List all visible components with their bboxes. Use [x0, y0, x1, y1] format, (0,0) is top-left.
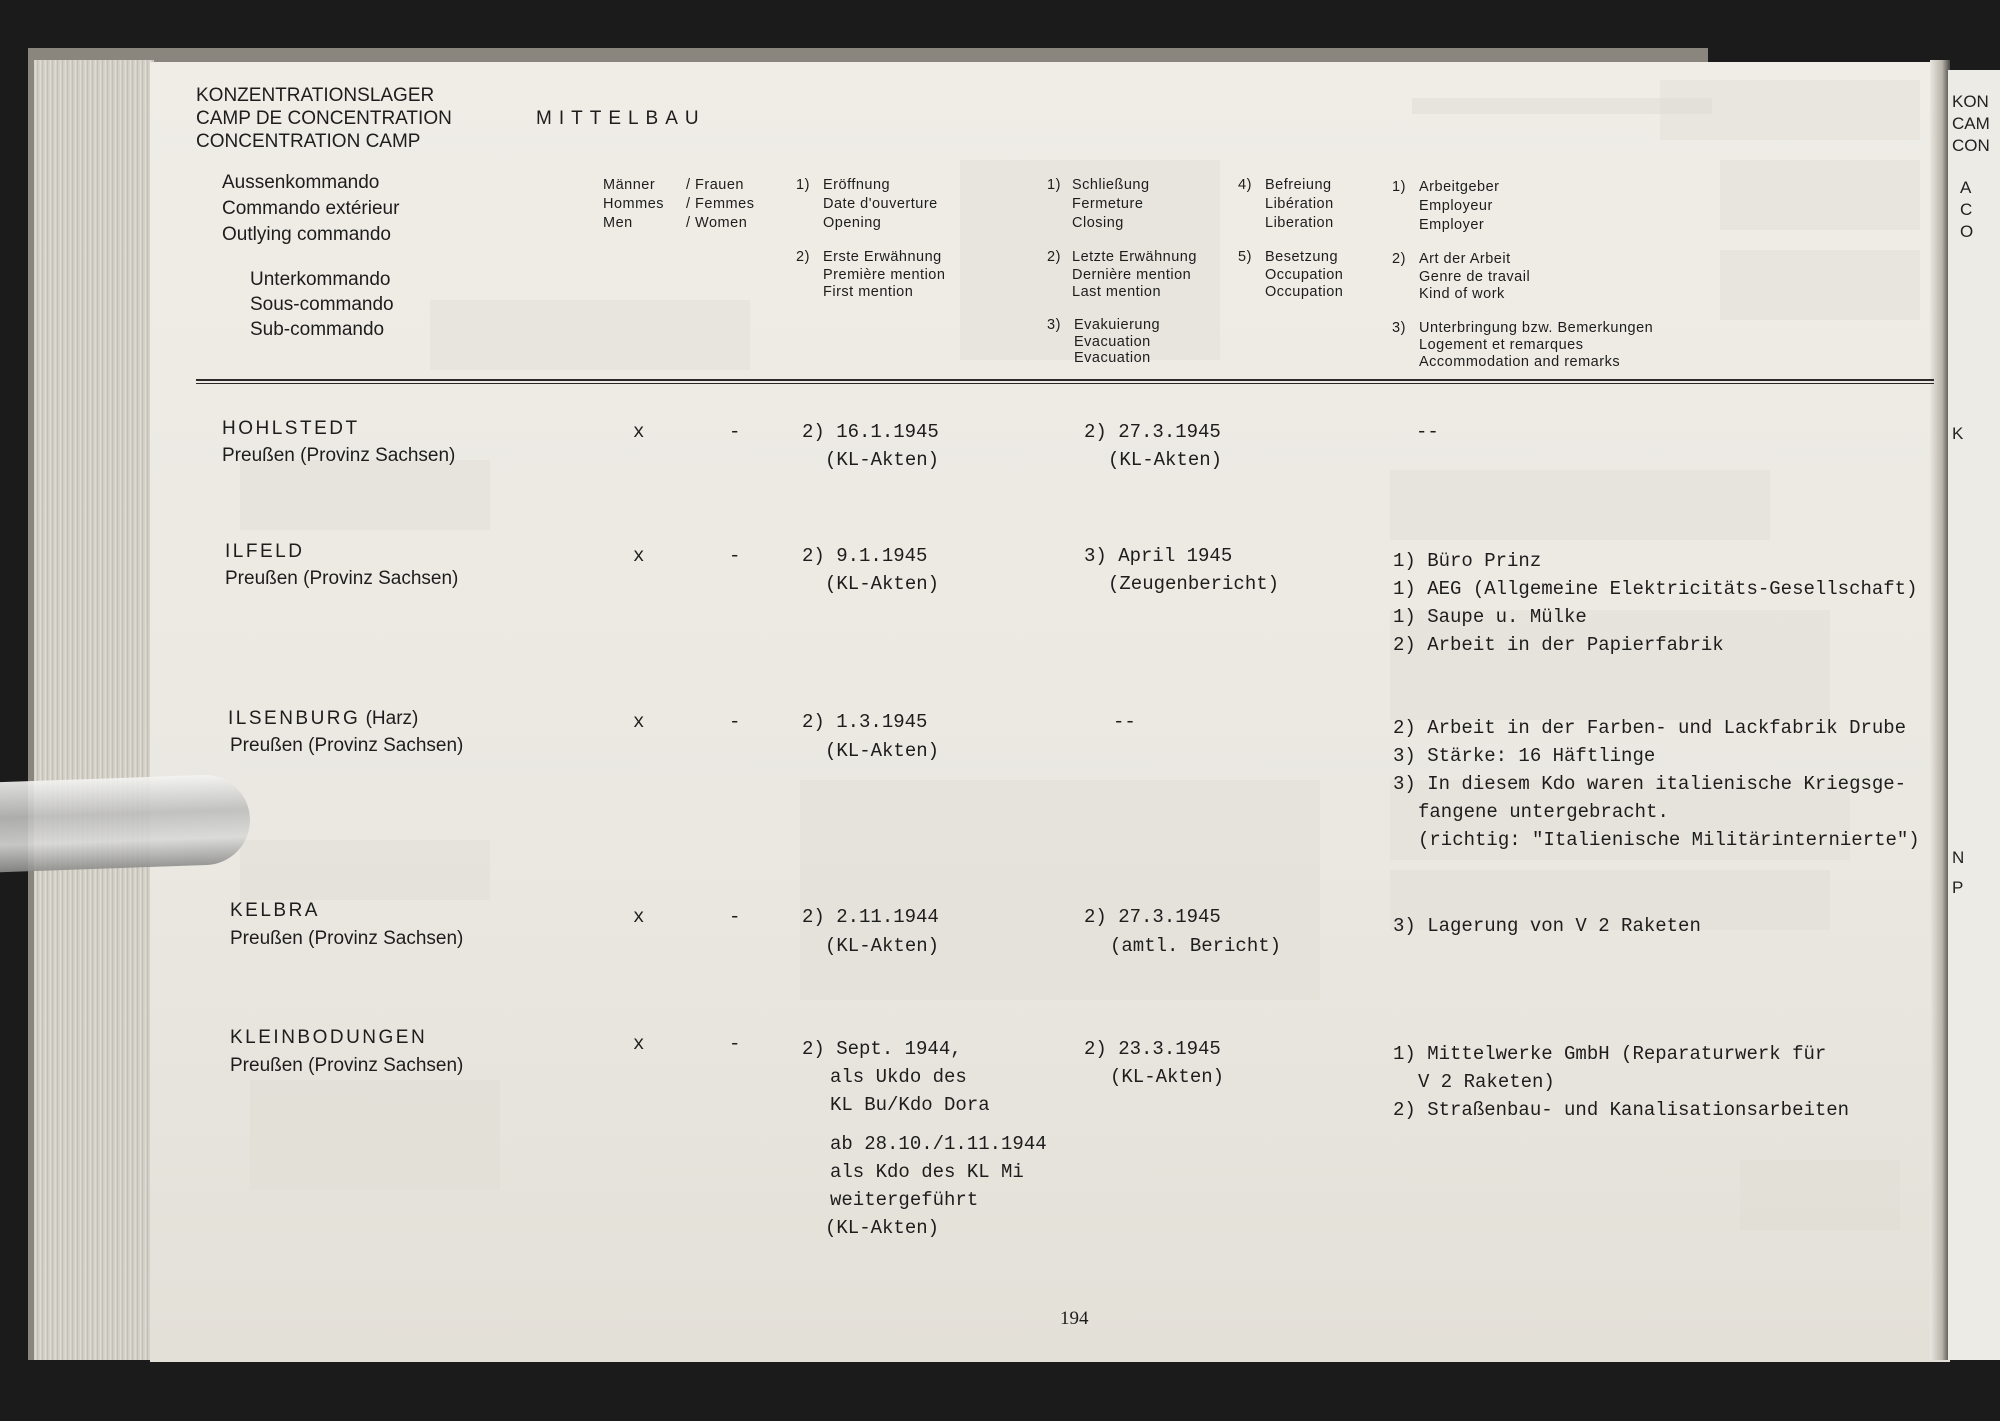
sub-label-fr: Sous-commando: [250, 294, 394, 315]
men-mark: x: [633, 545, 645, 567]
women-mark: -: [729, 545, 741, 567]
col-remarks-en: Accommodation and remarks: [1419, 354, 1621, 370]
col-work-num: 2): [1392, 251, 1406, 267]
remarks-line: --: [1416, 421, 1439, 443]
remarks-line: 2) Arbeit in der Farben- und Lackfabrik Drube: [1393, 717, 1907, 739]
closing-line: 2) 23.3.1945: [1084, 1038, 1221, 1060]
col-closing-num: 1): [1047, 177, 1061, 193]
col-last-mention-en: Last mention: [1072, 284, 1162, 300]
col-work-en: Kind of work: [1419, 286, 1505, 302]
col-opening-de: Eröffnung: [823, 177, 891, 193]
col-occupation-en: Occupation: [1265, 284, 1344, 300]
gender-men-de: Männer: [603, 177, 656, 193]
gender-men-en: Men: [603, 215, 633, 231]
men-mark: x: [633, 1033, 645, 1055]
col-occupation-num: 5): [1238, 249, 1252, 265]
outlying-label-en: Outlying commando: [222, 224, 391, 245]
remarks-line: (richtig: "Italienische Militärinternierte"): [1418, 829, 1920, 851]
col-evacuation-num: 3): [1047, 317, 1061, 333]
remarks-line: 1) Saupe u. Mülke: [1393, 606, 1587, 628]
facing-page-text: P: [1952, 878, 1964, 897]
closing-line: --: [1113, 711, 1136, 733]
opening-line: KL Bu/Kdo Dora: [830, 1094, 990, 1116]
closing-line: 2) 27.3.1945: [1084, 421, 1221, 443]
bleed-through: [1740, 1160, 1900, 1230]
remarks-line: 1) AEG (Allgemeine Elektricitäts-Gesellschaft): [1393, 578, 1918, 600]
closing-line: 3) April 1945: [1084, 545, 1233, 567]
opening-line: 2) 16.1.1945: [802, 421, 939, 443]
opening-line: (KL-Akten): [825, 573, 940, 595]
header-rule: [196, 379, 1934, 381]
col-employer-fr: Employeur: [1419, 198, 1493, 214]
col-remarks-fr: Logement et remarques: [1419, 337, 1584, 353]
remarks-line: 3) Stärke: 16 Häftlinge: [1393, 745, 1656, 767]
commando-region: Preußen (Provinz Sachsen): [230, 1055, 464, 1076]
bleed-through: [430, 300, 750, 370]
facing-page-text: C: [1960, 200, 1973, 219]
women-mark: -: [729, 1033, 741, 1055]
col-work-fr: Genre de travail: [1419, 269, 1531, 285]
col-first-mention-en: First mention: [823, 284, 914, 300]
col-opening-en: Opening: [823, 215, 882, 231]
remarks-line: 1) Mittelwerke GmbH (Reparaturwerk für: [1393, 1043, 1827, 1065]
col-evacuation-en: Evacuation: [1074, 350, 1151, 366]
facing-page-text: A: [1960, 178, 1972, 197]
col-evacuation-fr: Evacuation: [1074, 334, 1151, 350]
opening-line: 2) 1.3.1945: [802, 711, 928, 733]
facing-page-text: O: [1960, 222, 1974, 241]
sub-label-de: Unterkommando: [250, 269, 391, 290]
col-occupation-fr: Occupation: [1265, 267, 1344, 283]
closing-line: 2) 27.3.1945: [1084, 906, 1221, 928]
commando-region: Preußen (Provinz Sachsen): [230, 928, 464, 949]
col-closing-en: Closing: [1072, 215, 1124, 231]
col-liberation-fr: Libération: [1265, 196, 1334, 212]
commando-name-group: [228, 708, 418, 730]
facing-page-text: N: [1952, 848, 1965, 867]
col-work-de: Art der Arbeit: [1419, 251, 1511, 267]
opening-line: 2) Sept. 1944,: [802, 1038, 962, 1060]
women-mark: -: [729, 711, 741, 733]
remarks-line: 2) Arbeit in der Papierfabrik: [1393, 634, 1724, 656]
commando-name: KLEINBODUNGEN: [230, 1027, 428, 1048]
commando-region: Preußen (Provinz Sachsen): [225, 568, 459, 589]
col-first-mention-fr: Première mention: [823, 267, 946, 283]
facing-page: [1948, 70, 2000, 1360]
book-gutter: [1930, 60, 1950, 1360]
bleed-through: [1660, 80, 1920, 140]
gender-women-en: / Women: [686, 215, 748, 231]
opening-line: (KL-Akten): [825, 449, 940, 471]
col-last-mention-fr: Dernière mention: [1072, 267, 1192, 283]
opening-line: weitergeführt: [830, 1189, 979, 1211]
col-remarks-num: 3): [1392, 320, 1406, 336]
remarks-line: V 2 Raketen): [1418, 1071, 1555, 1093]
col-employer-num: 1): [1392, 179, 1406, 195]
commando-name: KELBRA: [230, 900, 320, 921]
remarks-line: 1) Büro Prinz: [1393, 550, 1542, 572]
gender-women-fr: / Femmes: [686, 196, 755, 212]
remarks-line: 2) Straßenbau- und Kanalisationsarbeiten: [1393, 1099, 1850, 1121]
gender-women-de: / Frauen: [686, 177, 744, 193]
facing-page-text: CAM: [1952, 114, 1990, 133]
bleed-through: [240, 840, 490, 900]
opening-line: (KL-Akten): [825, 1217, 940, 1239]
outlying-label-fr: Commando extérieur: [222, 198, 400, 219]
header-rule: [196, 383, 1934, 384]
remarks-line: 3) Lagerung von V 2 Raketen: [1393, 915, 1701, 937]
commando-name-suffix: (Harz): [365, 708, 419, 729]
col-last-mention-de: Letzte Erwähnung: [1072, 249, 1197, 265]
men-mark: x: [633, 906, 645, 928]
col-liberation-en: Liberation: [1265, 215, 1334, 231]
bleed-through: [800, 780, 1320, 1000]
col-employer-de: Arbeitgeber: [1419, 179, 1500, 195]
col-closing-fr: Fermeture: [1072, 196, 1144, 212]
page-number: 194: [1060, 1308, 1089, 1329]
commando-region: Preußen (Provinz Sachsen): [230, 735, 464, 756]
bleed-through: [250, 1080, 500, 1190]
opening-line: 2) 2.11.1944: [802, 906, 939, 928]
commando-name: HOHLSTEDT: [222, 418, 360, 439]
opening-line: als Ukdo des: [830, 1066, 967, 1088]
women-mark: -: [729, 906, 741, 928]
col-opening-fr: Date d'ouverture: [823, 196, 938, 212]
col-evacuation-de: Evakuierung: [1074, 317, 1161, 333]
opening-line: 2) 9.1.1945: [802, 545, 928, 567]
col-first-mention-num: 2): [796, 249, 810, 265]
closing-line: (KL-Akten): [1110, 1066, 1225, 1088]
bleed-through: [1720, 160, 1920, 230]
facing-page-text: K: [1952, 424, 1964, 443]
women-mark: -: [729, 421, 741, 443]
col-liberation-de: Befreiung: [1265, 177, 1332, 193]
men-mark: x: [633, 711, 645, 733]
col-first-mention-de: Erste Erwähnung: [823, 249, 942, 265]
facing-page-text: KON: [1952, 92, 1989, 111]
facing-page-text: CON: [1952, 136, 1990, 155]
col-last-mention-num: 2): [1047, 249, 1061, 265]
outlying-label-de: Aussenkommando: [222, 172, 380, 193]
page-stack-edge: [34, 60, 154, 1360]
col-closing-de: Schließung: [1072, 177, 1150, 193]
men-mark: x: [633, 421, 645, 443]
closing-line: (KL-Akten): [1108, 449, 1223, 471]
page-clip: [0, 773, 251, 872]
bleed-through: [1720, 250, 1920, 320]
sub-label-en: Sub-commando: [250, 319, 385, 340]
remarks-line: 3) In diesem Kdo waren italienische Kriegsge-: [1393, 773, 1907, 795]
camp-label-en: CONCENTRATION CAMP: [196, 131, 421, 152]
col-employer-en: Employer: [1419, 217, 1485, 233]
commando-region: Preußen (Provinz Sachsen): [222, 445, 456, 466]
bleed-through: [1390, 470, 1770, 540]
col-liberation-num: 4): [1238, 177, 1252, 193]
camp-name: MITTELBAU: [536, 108, 706, 129]
opening-line: ab 28.10./1.11.1944: [830, 1133, 1047, 1155]
closing-line: (amtl. Bericht): [1110, 935, 1282, 957]
col-remarks-de: Unterbringung bzw. Bemerkungen: [1419, 320, 1654, 336]
bleed-through: [240, 460, 490, 530]
commando-name: ILFELD: [225, 541, 305, 562]
camp-label-fr: CAMP DE CONCENTRATION: [196, 108, 452, 129]
camp-label-de: KONZENTRATIONSLAGER: [196, 85, 435, 106]
col-opening-num: 1): [796, 177, 810, 193]
opening-line: (KL-Akten): [825, 740, 940, 762]
remarks-line: fangene untergebracht.: [1418, 801, 1669, 823]
commando-name: ILSENBURG: [228, 708, 361, 729]
opening-line: als Kdo des KL Mi: [830, 1161, 1024, 1183]
gender-men-fr: Hommes: [603, 196, 665, 212]
col-occupation-de: Besetzung: [1265, 249, 1339, 265]
closing-line: (Zeugenbericht): [1108, 573, 1280, 595]
opening-line: (KL-Akten): [825, 935, 940, 957]
